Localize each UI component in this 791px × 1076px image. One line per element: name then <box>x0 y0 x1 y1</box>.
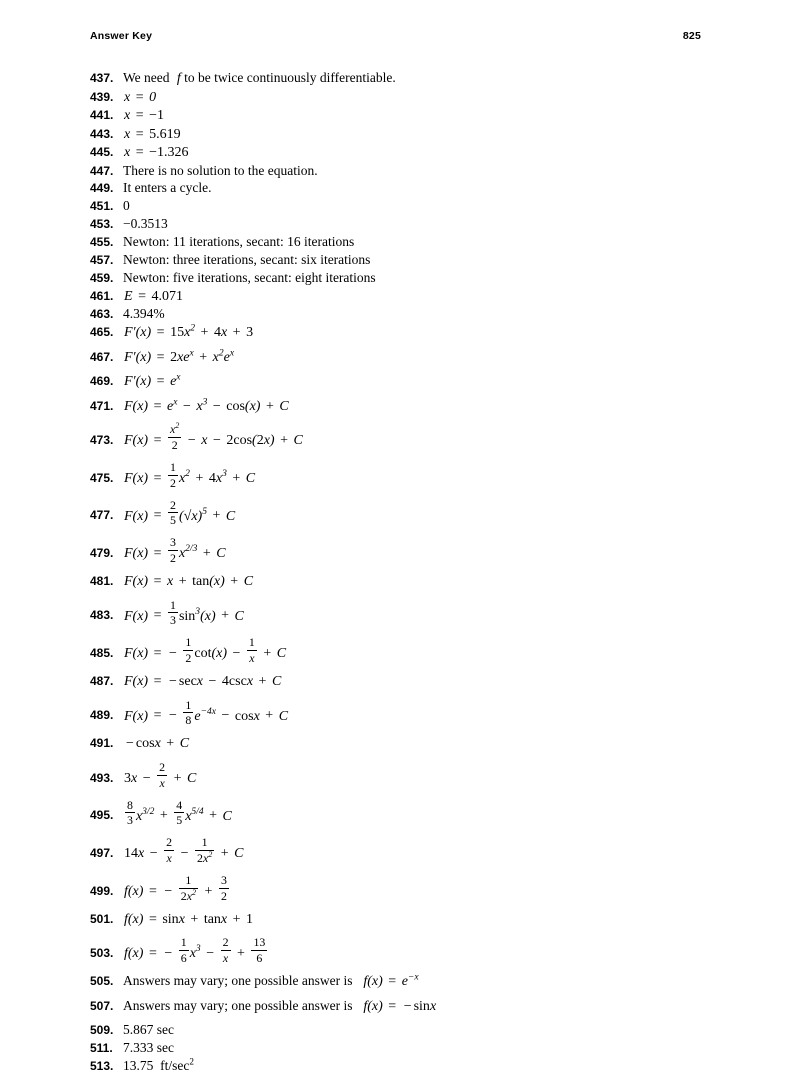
answer-item <box>90 973 710 991</box>
answer-item <box>90 460 710 491</box>
answer-text: There is no solution to the equation. <box>123 162 318 178</box>
answer-item <box>90 89 710 107</box>
answer-number: 467 . <box>90 350 120 365</box>
answer-number: 487 . <box>90 674 120 689</box>
answer-text: 4.394% <box>123 306 165 322</box>
answer-number: 447 . <box>90 164 120 179</box>
answer-math: 14x − $\frac{2}{x}$ − $\frac{1}{2x^2}$ + C <box>124 835 244 866</box>
answer-math: F(x) = − $\frac{1}{8}$ $e^{-4x} - \cos x + C$ <box>124 697 289 728</box>
answer-number: 473 . <box>90 433 120 448</box>
answer-number: 501 . <box>90 912 120 927</box>
answer-number: 445 . <box>90 145 120 160</box>
answer-item <box>90 873 710 904</box>
answer-number: 449 . <box>90 181 120 196</box>
answer-math: − cosx + C <box>126 736 190 752</box>
answer-math: F(x) = $\frac{3}{2}$ $x^{2/3} + C$ <box>124 535 226 566</box>
answer-number: 451 . <box>90 199 120 214</box>
answer-item <box>90 144 710 162</box>
answer-number: 441 . <box>90 108 120 123</box>
answer-number: 479 . <box>90 546 120 561</box>
answer-item <box>90 998 710 1016</box>
answer-number: 511 . <box>90 1041 120 1056</box>
answer-item <box>90 535 710 566</box>
answer-text: 5.867 sec <box>123 1022 174 1037</box>
answer-text: It enters a cycle. <box>123 180 212 196</box>
section-title: Answer Key <box>90 30 153 42</box>
answer-item <box>90 698 710 729</box>
answer-math: f(x) = sinx + tanx + 1 <box>124 911 254 927</box>
answer-item <box>90 911 710 929</box>
answer-math: $F'(x) = e^x$ <box>124 372 181 389</box>
answer-number: 513 . <box>90 1059 120 1074</box>
answer-item <box>90 180 710 197</box>
answer-number: 437 . <box>90 71 120 86</box>
answer-number: 485 . <box>90 646 120 661</box>
answer-math: x = 0 <box>124 89 157 105</box>
answer-number: 505 . <box>90 974 120 989</box>
answer-text: Newton: three iterations, secant: six iterations <box>123 251 371 267</box>
answer-item <box>90 398 710 416</box>
answer-math: x = −1 <box>124 108 165 123</box>
answer-number: 453 . <box>90 217 120 232</box>
answer-item <box>90 234 710 251</box>
answer-math: 3x − $\frac{2}{x}$ + C <box>124 759 197 790</box>
answer-number: 465 . <box>90 325 120 340</box>
answer-item <box>90 422 710 453</box>
answer-math: $F'(x) = 2xe^x + x^2e^x$ <box>124 347 235 365</box>
answer-item <box>90 598 710 629</box>
answer-math: F(x) = − $\frac{1}{2}$ cot(x) − $\frac{1}{x}$ + C <box>124 635 287 666</box>
answer-item <box>90 1058 710 1075</box>
answer-math: F(x) = $\frac{2}{5}$ $(√x)^5 + C$ <box>124 497 236 528</box>
answer-text: Newton: five iterations, secant: eight iterations <box>123 269 376 285</box>
answer-item <box>90 735 710 753</box>
answer-math: F(x) = x + tan(x) + C <box>124 574 254 589</box>
answer-item <box>90 216 710 233</box>
answer-item <box>90 126 710 144</box>
answer-number: 481 . <box>90 574 120 589</box>
answer-number: 507 . <box>90 999 120 1014</box>
answer-math: F(x) = $\frac{1}{3}$ $\sin^3(x) + C$ <box>124 597 244 628</box>
answer-item <box>90 635 710 666</box>
answer-item <box>90 760 710 791</box>
answer-item <box>90 498 710 529</box>
answer-item <box>90 107 710 125</box>
answer-item <box>90 935 710 966</box>
answer-math: $F(x) = e^x - x^3 - \cos(x) + C$ <box>124 396 289 414</box>
answer-item <box>90 198 710 215</box>
answer-number: 489 . <box>90 708 120 723</box>
answer-number: 469 . <box>90 374 120 389</box>
answer-list <box>90 70 710 1076</box>
answer-math: $\frac{8}{3}$ $x^{3/2}$ + $\frac{4}{5}$ $x^{5/4} + C$ <box>127 797 232 828</box>
answer-item <box>90 573 710 591</box>
answer-number: 503 . <box>90 946 120 961</box>
answer-number: 491 . <box>90 736 120 751</box>
answer-number: 497 . <box>90 846 120 861</box>
answer-math: f(x) = − $\frac{1}{2x^2}$ + $\frac{3}{2}$ <box>124 873 227 903</box>
answer-number: 493 . <box>90 771 120 786</box>
answer-number: 439 . <box>90 90 120 105</box>
answer-item <box>90 163 710 180</box>
answer-number: 483 . <box>90 608 120 623</box>
answer-item <box>90 798 710 829</box>
answer-number: 475 . <box>90 471 120 486</box>
answer-number: 463 . <box>90 307 120 322</box>
answer-item <box>90 288 710 306</box>
answer-number: 459 . <box>90 271 120 286</box>
answer-math: $F'(x) = 15x^2 + 4x + 3$ <box>124 323 254 340</box>
answer-number: 443 . <box>90 127 120 142</box>
answer-text: Answers may vary; one possible answer is f(x) = − sinx <box>123 997 437 1014</box>
answer-item <box>90 306 710 323</box>
answer-number: 461 . <box>90 289 120 304</box>
answer-number: 495 . <box>90 808 120 823</box>
answer-text: 0 <box>123 198 130 214</box>
answer-number: 477 . <box>90 508 120 523</box>
answer-number: 471 . <box>90 399 120 414</box>
answer-number: 455 . <box>90 235 120 250</box>
answer-text: We need f to be twice continuously differentiable. <box>123 70 396 86</box>
answer-number: 457 . <box>90 253 120 268</box>
page-header <box>90 30 701 42</box>
answer-item <box>90 270 710 287</box>
answer-text: Newton: 11 iterations, secant: 16 iterations <box>123 234 355 249</box>
answer-item <box>90 324 710 342</box>
answer-math: f(x) = − $\frac{1}{6}$ $x^3$ − $\frac{2}{x}$ + $\frac{13}{6}$ <box>124 935 266 966</box>
answer-text: 13.75 $ft/\sec^2$ <box>123 1056 194 1073</box>
answer-item <box>90 70 710 88</box>
page-number: 825 <box>682 30 701 42</box>
answer-item <box>90 1040 710 1057</box>
answer-item <box>90 1022 710 1039</box>
answer-item <box>90 252 710 269</box>
answer-text: −0.3513 <box>123 216 168 232</box>
answer-math: x = −1.326 <box>124 145 189 160</box>
answer-text: Answers may vary; one possible answer is $f(x) = e^{-x}$ <box>123 972 419 989</box>
answer-number: 509 . <box>90 1023 120 1038</box>
answer-math: F(x) = $\frac{x^2}{2}$ − x − 2cos(2x) + C <box>124 421 303 452</box>
answer-math: F(x) = − secx − 4cscx + C <box>124 674 282 689</box>
answer-text: 7.333 sec <box>123 1039 174 1055</box>
answer-math: F(x) = $\frac{1}{2}$ $x^2 + 4x^3 + C$ <box>124 459 256 490</box>
answer-number: 499 . <box>90 884 120 899</box>
answer-math: E = 4.071 <box>124 288 183 304</box>
answer-item <box>90 673 710 691</box>
answer-item <box>90 835 710 866</box>
answer-math: x = 5.619 <box>124 126 181 142</box>
answer-item <box>90 373 710 391</box>
answer-item <box>90 349 710 367</box>
